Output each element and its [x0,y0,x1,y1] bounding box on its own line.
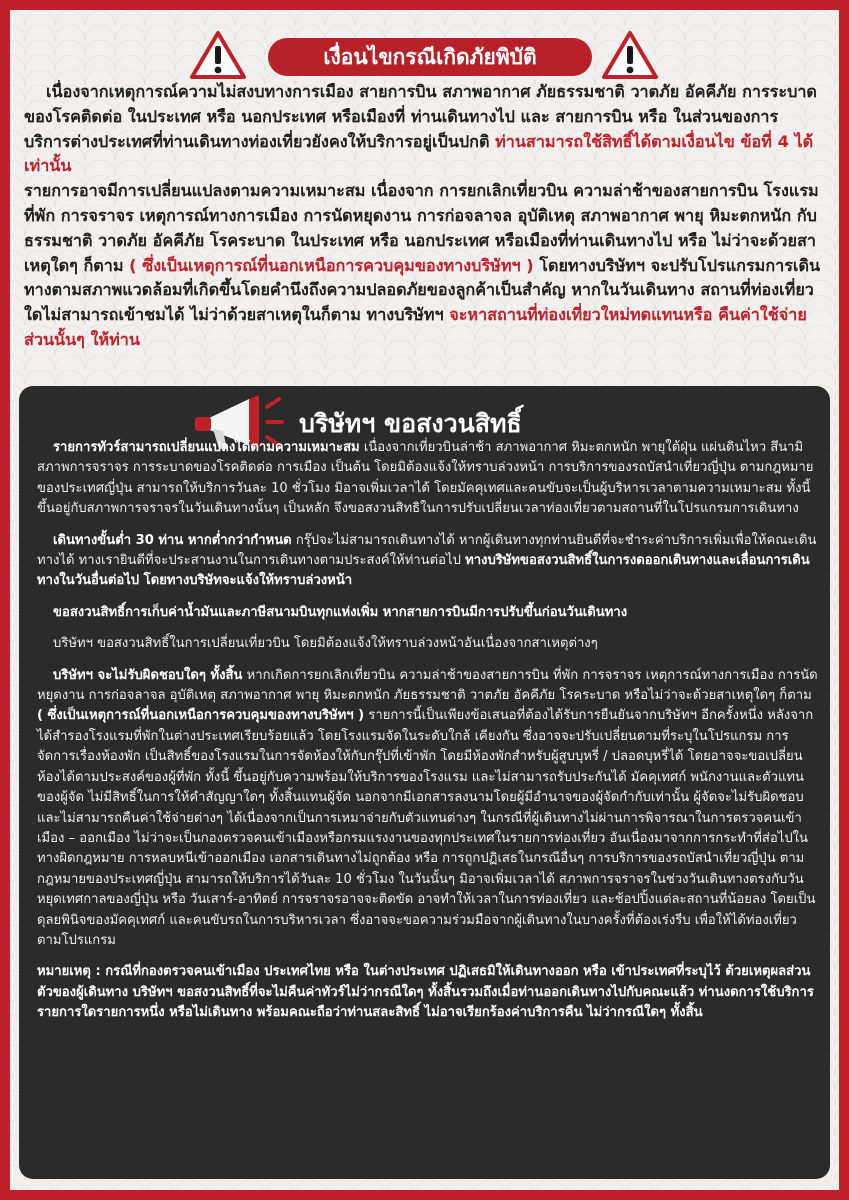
intro-highlight: ( ซึ่งเป็นเหตุการณ์ที่นอกเหนือการควบคุมของทางบริษัทฯ ) [129,255,534,275]
rights-text: เนื่องจากเที่ยวบินล่าช้า สภาพอากาศ หิมะตกหนัก พายุใต้ฝุ่น แผ่นดินไหว สึนามิ สภาพการจราจร การระบาดของโรคติดต่อ การเมือง เป็นต้น โดยมิต้องแจ้งให้ทราบล่วงหน้า การบริการของรถบัสนำเที่ยวญี่ปุ่น ตามกฎหมายของประเทศญี่ปุ่น สามารถให้บริการวันละ 10 ชั่วโมง มิอาจเพิ่มเวลาได้ โดยมัคคุเทศและคนขับจะเป็นผู้บริหารเวลาตามความเหมาะสม ทั้งนี้ขึ้นอยู่กับสภาพการจราจรในวันเดินทางนั้นๆ เป็นหลัก จึงขอสงวนสิทธิในการปรับเปลี่ยนเวลาท่องเที่ยวตามสถานที่ในโปรแกรมการเดินทาง [37,440,814,517]
rights-item [37,531,819,592]
rights-box [19,386,830,1179]
rights-bold: ( ซึ่งเป็นเหตุการณ์ที่นอกเหนือการควบคุมของทางบริษัทฯ ) [37,708,365,724]
rights-item [37,634,819,654]
rights-item [37,666,819,952]
intro-section [24,80,824,353]
rights-item [37,603,819,623]
rights-bold: บริษัทฯ จะไม่รับผิดชอบใดๆ ทั้งสิ้น [53,667,243,683]
rights-bold: ทางบริษัทขอสงวนสิทธิ์ในการงดออกเดินทางและเลื่อนการเดินทางในวันอื่นต่อไป โดยทางบริษัทจะแจ้งให้ทราบล่วงหน้า [37,553,810,589]
rights-bold: เดินทางขั้นต่ำ 30 ท่าน หากต่ำกว่ากำหนด [53,532,292,548]
intro-text: รายการอาจมีการเปลี่ยนแปลงตามความเหมาะสม เนื่องจาก การยกเลิกเที่ยวบิน ความล่าช้าของสายการบิน โรงแรม ที่พัก การจราจร เหตุการณ์ทางการเมือง การนัดหยุดงาน การก่อจลาจล อุบัติเหตุ สภาพอากาศ พายุ หิมะตกหนัก กับธรรมชาติ วาดภัย อัคคีภัย โรคระบาด ในประเทศ หรือ นอกประเทศ หรือเมืองที่ท่านเดินทางไป หรือ ไม่ว่าจะด้วยสาเหตุใดๆ ก็ตาม [24,181,819,275]
rights-text: หากเกิดการยกเลิกเที่ยวบิน ความล่าช้าของสายการบิน ที่พัก การจราจร เหตุการณ์ทางการเมือง การนัดหยุดงาน การก่อจลาจล อุบัติเหตุ สภาพอากาศ พายุ หิมะตกหนัก ภัยธรรมชาติ วาตภัย อัคคีภัย โรคระบาด หรือไม่ว่าจะด้วยสาเหตุใดๆ ก็ตาม [37,667,818,704]
rights-body [37,438,819,1035]
intro-paragraph-1 [24,80,824,179]
rights-text: รายการนี้เป็นเพียงข้อเสนอที่ต้องได้รับการยืนยันจากบริษัทฯ อีกครั้งหนึ่ง หลังจากได้สำรองโรงแรมที่พักในต่างประเทศเรียบร้อยแล้ว โดยโรงแรมจัดในระดับใกล้ เคียงกัน ซึ่งอาจจะปรับเปลี่ยนตามที่ระบุในโปรแกรม การจัดการเรื่องห้องพัก เป็นสิทธิ์ของโรงแรมในการจัดห้องให้กับกรุ๊ปที่เข้าพัก โดยมีห้องพักสำหรับผู้สูบบุหรี่ / ปลอดบุหรี่ได้ โดยอาจจะขอเปลี่ยนห้องได้ตามประสงค์ของผู้ที่พัก ทั้งนี้ ขึ้นอยู่กับความพร้อมให้บริการของโรงแรม และไม่สามารถรับประกันได้ มัคคุเทศก์ พนักงานและตัวแทนของผู้จัด ไม่มีสิทธิ์ในการให้คำสัญญาใดๆ ทั้งสิ้นแทนผู้จัด นอกจากมีเอกสารลงนามโดยผู้มีอำนาจของผู้จัดกำกับเท่านั้น ผู้จัดจะไม่รับผิดชอบและไม่สามารถคืนค่าใช้จ่ายต่างๆ ได้เนื่องจากเป็นการเหมาจ่ายกับตัวแทนต่างๆ ในกรณีที่ผู้เดินทางไม่ผ่านการพิจารณาในการตรวจคนเข้าเมือง – ออกเมือง ไม่ว่าจะเป็นกองตรวจคนเข้าเมืองหรือกรมแรงงานของทุกประเทศในรายการท่องเที่ยว อันเนื่องมาจากการกระทำที่ส่อไปในทางผิดกฎหมาย การหลบหนีเข้าออกเมือง เอกสารเดินทางไม่ถูกต้อง หรือ การถูกปฏิเสธในกรณีอื่นๆ การบริการของรถบัสนำเที่ยวญี่ปุ่น ตามกฎหมายของประเทศญี่ปุ่น สามารถให้บริการได้วันละ 10 ชั่วโมง ในวันนั้นๆ มิอาจเพิ่มเวลาได้ สภาพการจราจรในช่วงวันเดินทางตรงกับวันหยุดเทศกาลของญี่ปุ่น หรือ วันเสาร์-อาทิตย์ การจราจรอาจจะติดขัด อาจทำให้เวลาในการท่องเที่ยว และช้อปปิ้งแต่ละสถานที่น้อยลง โดยเป็นดุลยพินิจของมัคคุเทศก์ และคนขับรถในการบริหารเวลา ซึ่งอาจจะขอความร่วมมือจากผู้เดินทางในบางครั้งที่ต้องเร่งรีบ เพื่อให้ได้ท่องเที่ยวตามโปรแกรม [37,708,816,948]
rights-bold: ขอสงวนสิทธิ์การเก็บค่าน้ำมันและภาษีสนามบินทุกแห่งเพิ่ม หากสายการบินมีการปรับขึ้นก่อนวันเดินทาง [53,604,628,620]
rights-title: บริษัทฯ ขอสงวนสิทธิ์ [299,409,522,438]
rights-note-text: หมายเหตุ : กรณีที่กองตรวจคนเข้าเมือง ประเทศไทย หรือ ในต่างประเทศ ปฏิเสธมิให้เดินทางออก หรือ เข้าประเทศที่ระบุไว้ ด้วยเหตุผลส่วนตัวของผู้เดินทาง บริษัทฯ ขอสงวนสิทธิ์ที่จะไม่คืนค่าทัวร์ไม่ว่ากรณีใดๆ ทั้งสิ้นรวมถึงเมื่อท่านออกเดินทางไปกับคณะแล้ว ท่านงดการใช้บริการรายการใดรายการหนึ่ง หรือไม่เดินทาง พร้อมคณะถือว่าท่านสละสิทธิ์ ไม่อาจเรียกร้องค่าบริการคืน ไม่ว่ากรณีใดๆ ทั้งสิ้น [37,964,814,1021]
intro-paragraph-2 [24,179,824,353]
rights-bold: รายการทัวร์สามารถเปลี่ยนแปลงได้ตามความเหมาะสม [53,440,360,455]
intro-text: โดยทางบริษัทฯ จะปรับโปรแกรมการเดินทางตามสภาพแวดล้อมที่เกิดขึ้นโดยคำนึงถึงความปลอดภัยของลูกค้าเป็นสำคัญ หากในวันเดินทาง สถานที่ท่องเที่ยวใดไม่สามารถเข้าชมได้ ไม่ว่าด้วยสาเหตุในก็ตาม ทางบริษัทฯ [24,255,821,325]
intro-highlight: ท่านสามารถใช้สิทธิ์ได้ตามเงื่อนไข ข้อที่ 4 ได้เท่านั้น [24,131,814,176]
intro-highlight: จะหาสถานที่ท่องเที่ยวใหม่ทดแทนหรือ คืนค่าใช้จ่ายส่วนนั้นๆ ให้ท่าน [24,305,807,349]
rights-note [37,962,819,1023]
page-title: เงื่อนไขกรณีเกิดภัยพิบัติ [268,38,592,76]
rights-text: บริษัทฯ ขอสงวนสิทธิ์ในการเปลี่ยนเที่ยวบิน โดยมิต้องแจ้งให้ทราบล่วงหน้าอันเนื่องจากสาเหตุต่างๆ [53,636,598,652]
warning-icon [602,30,658,80]
intro-text: เนื่องจากเหตุการณ์ความไม่สงบทางการเมือง สายการบิน สภาพอากาศ ภัยธรรมชาติ วาตภัย อัคคีภัย การระบาด ของโรคติดต่อ ในประเทศ หรือ นอกประเทศ หรือเมืองที่ ท่านเดินทางไป และ สายการบิน หรือ ในส่วนของการบริการต่างประเทศที่ท่านเดินทางท่องเที่ยวยังคงให้บริการอยู่เป็นปกติ [24,82,817,151]
rights-text: กรุ๊ปจะไม่สามารถเดินทางได้ หากผู้เดินทางทุกท่านยินดีที่จะชำระค่าบริการเพิ่มเพื่อให้คณะเดินทางได้ ทางเรายินดีที่จะประสานงานในการเดินทางตามประสงค์ให้ท่านต่อไป [37,532,817,569]
page [10,10,839,1190]
warning-icon [190,30,246,80]
header [10,24,839,84]
rights-item [37,438,819,520]
